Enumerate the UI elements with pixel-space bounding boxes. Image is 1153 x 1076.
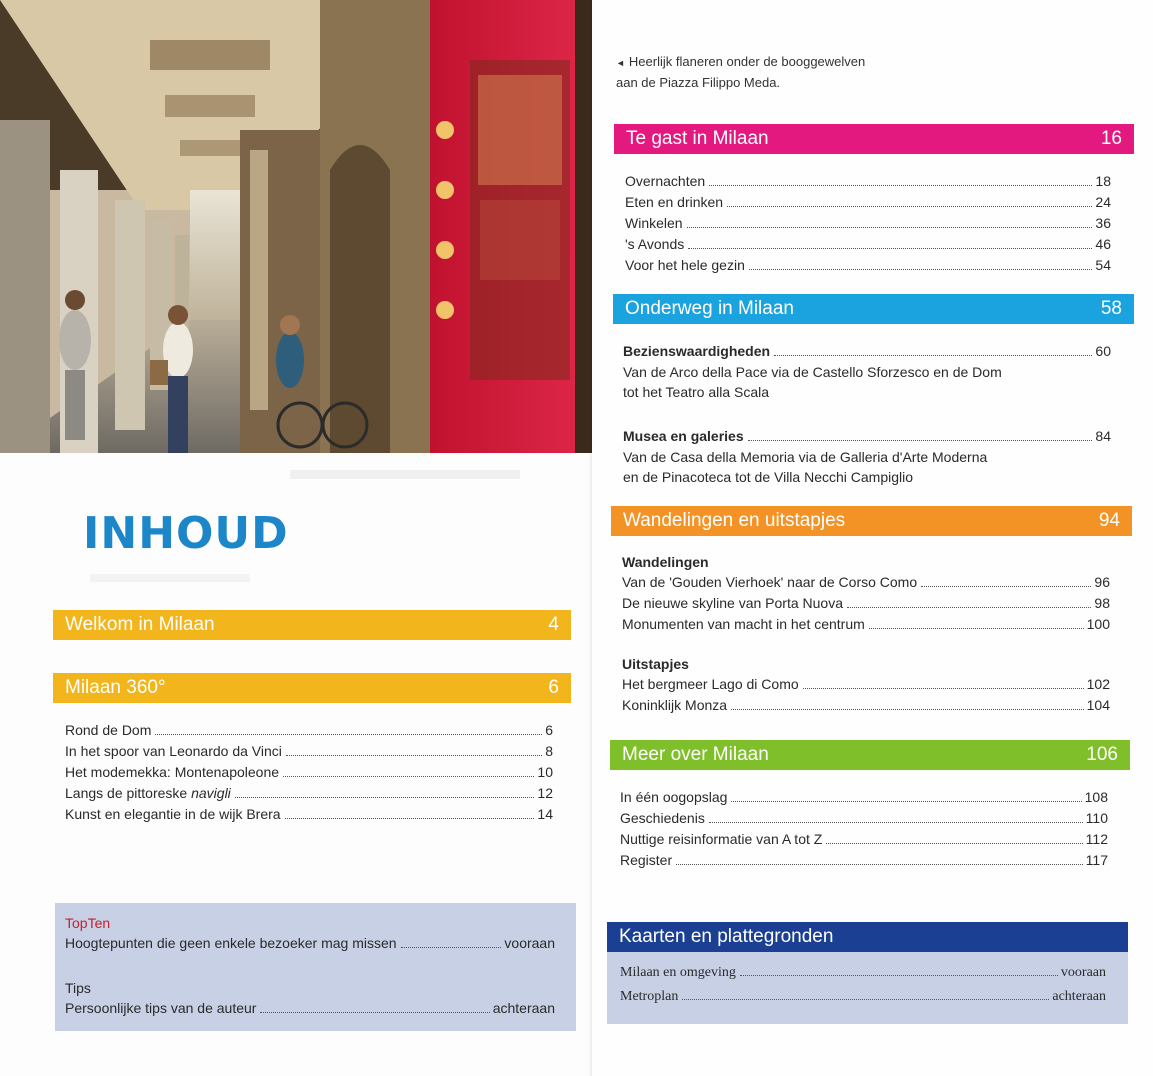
entry-page: 46 xyxy=(1095,236,1111,252)
toc-entry[interactable] xyxy=(623,343,1111,364)
entry-page: 98 xyxy=(1094,595,1110,611)
section-bar-milaan360[interactable] xyxy=(53,673,571,703)
caption-line-2: aan de Piazza Filippo Meda. xyxy=(616,75,781,90)
entry-title-italic: navigli xyxy=(191,785,231,801)
toc-entry[interactable] xyxy=(625,236,1111,257)
leader-dots xyxy=(401,947,502,948)
arcade-photo xyxy=(0,0,594,453)
leader-dots xyxy=(283,776,534,777)
toc-entry[interactable] xyxy=(620,852,1108,873)
toc-entry[interactable] xyxy=(625,215,1111,236)
leader-dots xyxy=(688,248,1092,249)
section-page: 106 xyxy=(1086,744,1118,765)
te-gast-list xyxy=(625,173,1111,278)
section-bar-onderweg[interactable] xyxy=(613,294,1134,324)
section-page: 4 xyxy=(548,614,559,635)
section-page: 6 xyxy=(548,677,559,698)
leader-dots xyxy=(847,607,1091,608)
subsection-heading: Wandelingen xyxy=(622,554,709,570)
spacer xyxy=(65,956,555,980)
toc-entry[interactable] xyxy=(65,764,553,785)
spacer xyxy=(623,404,1111,428)
entry-title: Bezienswaardigheden xyxy=(623,343,771,359)
entry-description: Van de Casa della Memoria via de Galleria d'Arte Moderna xyxy=(623,449,988,465)
section-label: Onderweg in Milaan xyxy=(625,298,794,319)
entry-title: De nieuwe skyline van Porta Nuova xyxy=(622,595,844,611)
leader-dots xyxy=(709,822,1083,823)
entry-title: Persoonlijke tips van de auteur xyxy=(65,1000,257,1016)
entry-title-prefix: Langs de pittoreske xyxy=(65,785,192,801)
entry-title: Koninklijk Monza xyxy=(622,697,728,713)
leader-dots xyxy=(676,864,1083,865)
section-bar-welkom[interactable] xyxy=(53,610,571,640)
entry-title: Register xyxy=(620,852,673,868)
entry-title xyxy=(65,785,232,801)
entry-page: 96 xyxy=(1094,574,1110,590)
right-page xyxy=(592,0,1153,1076)
spacer xyxy=(622,637,1110,656)
entry-description: en de Pinacoteca tot de Villa Necchi Campiglio xyxy=(623,469,914,485)
leader-dots xyxy=(740,975,1058,976)
section-bar-te-gast[interactable] xyxy=(614,124,1134,154)
section-label: Wandelingen en uitstapjes xyxy=(623,510,846,531)
milaan360-list xyxy=(65,722,553,827)
entry-title: Het bergmeer Lago di Como xyxy=(622,676,799,692)
entry-title: Overnachten xyxy=(625,173,706,189)
entry-page: 84 xyxy=(1095,428,1111,444)
toc-entry[interactable] xyxy=(625,194,1111,215)
entry-title: 's Avonds xyxy=(625,236,685,252)
entry-title: Hoogtepunten die geen enkele bezoeker mag missen xyxy=(65,935,397,951)
toc-entry[interactable] xyxy=(622,616,1110,637)
section-bar-kaarten[interactable] xyxy=(607,922,1128,952)
topten-tips-list xyxy=(65,915,555,1021)
leader-dots xyxy=(774,355,1092,356)
photo-credit-trace xyxy=(290,470,520,479)
entry-page: 54 xyxy=(1095,257,1111,273)
tips-label: Tips xyxy=(65,980,91,996)
caption-line-1: Heerlijk flaneren onder de booggewelven xyxy=(628,54,866,69)
entry-title: Musea en galeries xyxy=(623,428,744,444)
section-page: 58 xyxy=(1100,298,1122,319)
leader-dots xyxy=(749,269,1093,270)
entry-title: Van de 'Gouden Vierhoek' naar de Corso Como xyxy=(622,574,918,590)
toc-entry[interactable] xyxy=(65,722,553,743)
entry-page: 100 xyxy=(1086,616,1110,632)
leader-dots xyxy=(260,1012,489,1013)
section-label: Kaarten en plattegronden xyxy=(619,926,834,947)
leader-dots xyxy=(869,628,1084,629)
toc-entry[interactable] xyxy=(622,574,1110,595)
entry-page: 24 xyxy=(1095,194,1111,210)
entry-title: Kunst en elegantie in de wijk Brera xyxy=(65,806,281,822)
toc-entry[interactable] xyxy=(625,257,1111,278)
entry-title: Nuttige reisinformatie van A tot Z xyxy=(620,831,823,847)
leader-dots xyxy=(709,185,1092,186)
entry-title: Monumenten van macht in het centrum xyxy=(622,616,865,632)
leader-dots xyxy=(731,801,1081,802)
entry-page: 14 xyxy=(537,806,553,822)
leader-dots xyxy=(748,440,1093,441)
leader-dots xyxy=(687,227,1093,228)
photo-caption xyxy=(616,52,865,93)
entry-page: achteraan xyxy=(1052,989,1106,1004)
leader-dots xyxy=(731,709,1084,710)
toc-entry[interactable] xyxy=(65,935,555,956)
entry-title: In één oogopslag xyxy=(620,789,728,805)
entry-title: Geschiedenis xyxy=(620,810,705,826)
section-label: Welkom in Milaan xyxy=(65,614,215,635)
entry-title: Metroplan xyxy=(620,989,679,1004)
section-page: 94 xyxy=(1098,510,1120,531)
toc-entry[interactable] xyxy=(622,676,1110,697)
toc-entry[interactable] xyxy=(625,173,1111,194)
toc-entry[interactable] xyxy=(65,785,553,806)
entry-page: 102 xyxy=(1086,676,1110,692)
kaarten-list xyxy=(620,965,1106,1013)
toc-entry[interactable] xyxy=(622,595,1110,616)
entry-description: Van de Arco della Pace via de Castello Sforzesco en de Dom xyxy=(623,364,1002,380)
entry-page: 6 xyxy=(545,722,553,738)
leader-dots xyxy=(235,797,535,798)
toc-entry[interactable] xyxy=(622,697,1110,718)
entry-page: 18 xyxy=(1095,173,1111,189)
leader-dots xyxy=(286,755,542,756)
leader-dots xyxy=(826,843,1082,844)
entry-page: 36 xyxy=(1095,215,1111,231)
entry-page: vooraan xyxy=(504,935,555,951)
entry-page: 112 xyxy=(1085,831,1108,847)
topten-label: TopTen xyxy=(65,915,111,931)
leader-dots xyxy=(285,818,535,819)
section-bar-meer-over[interactable] xyxy=(610,740,1130,770)
wandelingen-list xyxy=(622,554,1110,718)
section-label: Te gast in Milaan xyxy=(626,128,769,149)
entry-title: Winkelen xyxy=(625,215,683,231)
entry-description: tot het Teatro alla Scala xyxy=(623,384,770,400)
entry-page: 104 xyxy=(1086,697,1110,713)
toc-entry[interactable] xyxy=(65,1000,555,1021)
entry-page: 10 xyxy=(537,764,553,780)
entry-title: In het spoor van Leonardo da Vinci xyxy=(65,743,282,759)
toc-entry[interactable] xyxy=(620,965,1106,989)
entry-page: 110 xyxy=(1085,810,1108,826)
leader-dots xyxy=(803,688,1084,689)
entry-title: Rond de Dom xyxy=(65,722,152,738)
leader-dots xyxy=(921,586,1091,587)
leader-dots xyxy=(682,999,1049,1000)
section-page: 16 xyxy=(1100,128,1122,149)
toc-entry[interactable] xyxy=(65,806,553,827)
title-shadow-trace xyxy=(90,574,250,582)
onderweg-list xyxy=(623,343,1111,489)
entry-page: vooraan xyxy=(1060,965,1106,980)
toc-entry[interactable] xyxy=(620,831,1108,852)
entry-title: Eten en drinken xyxy=(625,194,724,210)
caption-arrow-icon: ◄ xyxy=(616,58,625,68)
entry-page: achteraan xyxy=(492,1000,555,1016)
section-label: Meer over Milaan xyxy=(622,744,769,765)
entry-page: 60 xyxy=(1095,343,1111,359)
leader-dots xyxy=(727,206,1092,207)
entry-page: 117 xyxy=(1085,852,1108,868)
toc-entry[interactable] xyxy=(620,810,1108,831)
entry-title: Milaan en omgeving xyxy=(620,965,736,980)
toc-entry[interactable] xyxy=(65,743,553,764)
entry-page: 108 xyxy=(1084,789,1108,805)
entry-page: 8 xyxy=(545,743,553,759)
entry-title: Het modemekka: Montenapoleone xyxy=(65,764,280,780)
entry-title: Voor het hele gezin xyxy=(625,257,745,273)
section-bar-wandelingen[interactable] xyxy=(611,506,1132,536)
meer-over-list xyxy=(620,789,1108,873)
toc-entry[interactable] xyxy=(620,989,1106,1013)
leader-dots xyxy=(155,734,542,735)
section-label: Milaan 360° xyxy=(65,677,166,698)
subsection-heading: Uitstapjes xyxy=(622,656,689,672)
toc-entry[interactable] xyxy=(620,789,1108,810)
toc-entry[interactable] xyxy=(623,428,1111,449)
entry-page: 12 xyxy=(537,785,553,801)
arcade-photo-image xyxy=(0,0,594,453)
page-title: INHOUD xyxy=(83,508,289,559)
